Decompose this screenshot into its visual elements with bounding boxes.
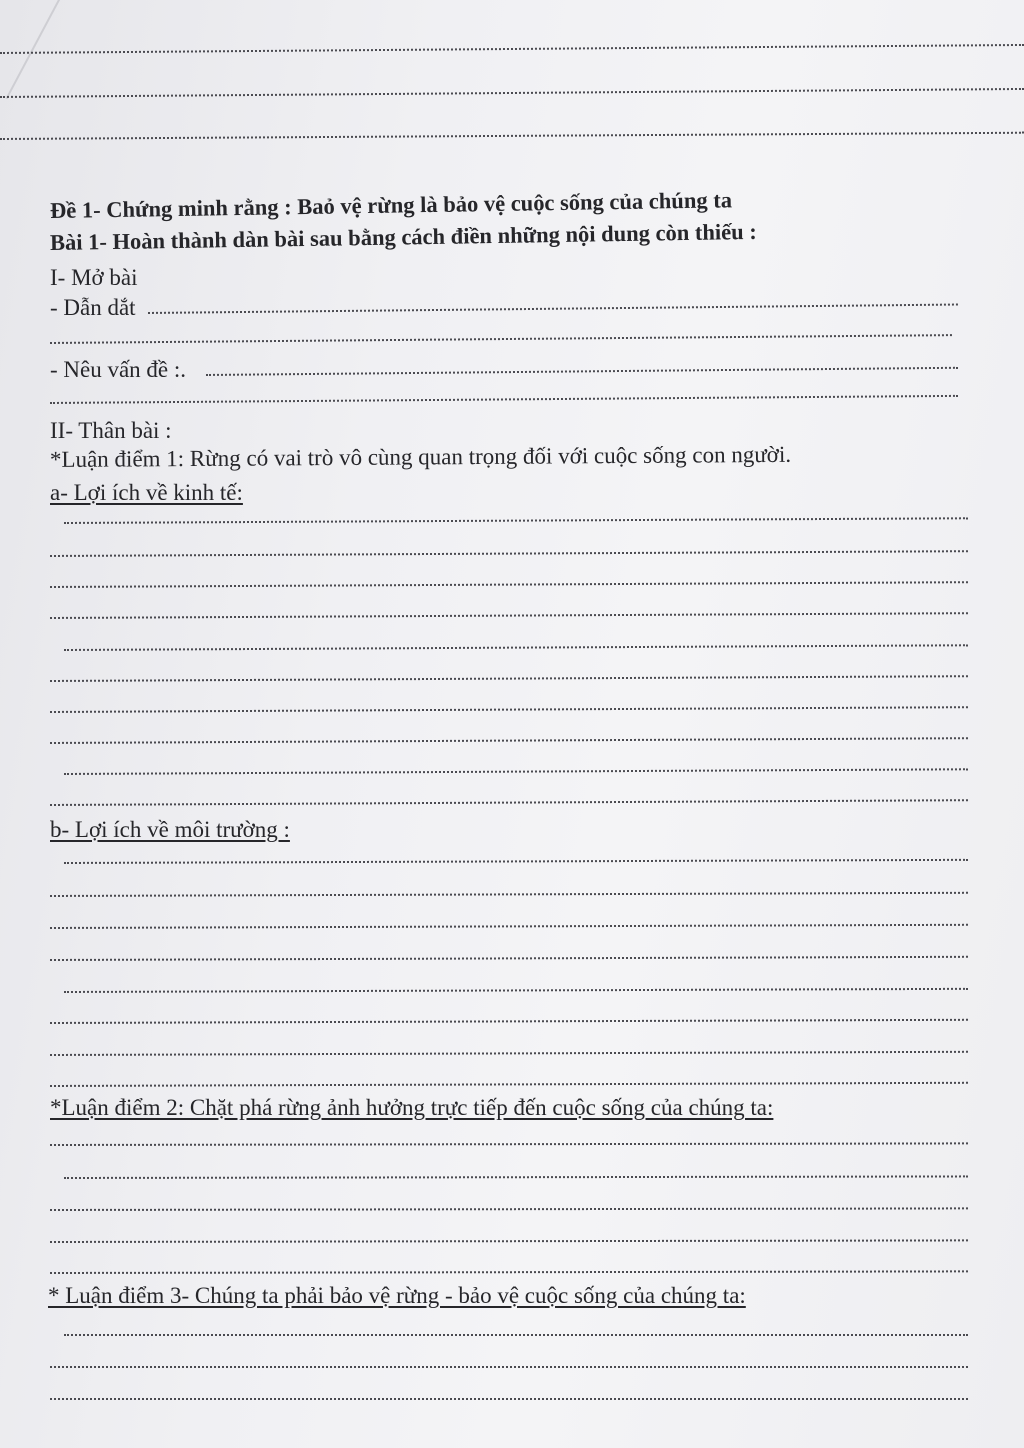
top-answer-line [0, 132, 1024, 140]
answer-line [50, 1019, 968, 1024]
answer-line [64, 1334, 968, 1336]
answer-line [64, 1175, 968, 1179]
answer-line [50, 334, 952, 344]
answer-line [50, 1082, 968, 1087]
answer-line [50, 1239, 968, 1243]
task-instruction: Bài 1- Hoàn thành dàn bài sau bằng cách điền những nội dung còn thiếu : [49, 218, 757, 255]
answer-line [50, 1207, 968, 1211]
body-heading: II- Thân bài : [50, 418, 172, 443]
intro-issue-label: - Nêu vấn đề :. [50, 357, 187, 382]
intro-heading: I- Mở bài [50, 265, 138, 290]
answer-line [64, 644, 968, 651]
answer-line [50, 1051, 968, 1056]
answer-line [206, 367, 958, 376]
answer-line [50, 1142, 968, 1146]
intro-lead-label: - Dẫn dắt [50, 295, 136, 320]
answer-line [50, 1270, 968, 1274]
page-corner-fold [0, 0, 68, 99]
answer-line [64, 768, 968, 775]
answer-line [50, 892, 968, 897]
answer-line [50, 675, 968, 682]
point-3: * Luận điểm 3- Chúng ta phải bảo vệ rừng - bảo vệ cuộc sống của chúng ta: [48, 1283, 746, 1308]
top-answer-line [0, 44, 1024, 54]
answer-line [50, 956, 968, 961]
point-2: *Luận điểm 2: Chặt phá rừng ảnh hưởng trực tiếp đến cuộc sống của chúng ta: [50, 1095, 774, 1120]
answer-line [50, 737, 968, 744]
answer-line [64, 517, 968, 524]
answer-line [50, 799, 968, 806]
answer-line [50, 924, 968, 929]
answer-line [50, 395, 958, 404]
answer-line [64, 988, 968, 993]
answer-line [50, 706, 968, 713]
point-1a-heading: a- Lợi ích về kinh tế: [50, 480, 243, 505]
top-answer-line [0, 88, 1024, 98]
point-1: *Luận điểm 1: Rừng có vai trò vô cùng quan trọng đối với cuộc sống con người. [49, 441, 792, 472]
exam-title: Đề 1- Chứng minh rằng : Baỏ vệ rừng là bảo vệ cuộc sống của chúng ta [49, 187, 733, 223]
answer-line [50, 1398, 968, 1400]
answer-line [148, 304, 958, 314]
answer-line [50, 612, 968, 619]
answer-line [50, 1366, 968, 1368]
answer-line [64, 859, 968, 864]
answer-line [50, 581, 968, 588]
point-1b-heading: b- Lợi ích về môi trường : [50, 817, 290, 842]
answer-line [50, 550, 968, 557]
